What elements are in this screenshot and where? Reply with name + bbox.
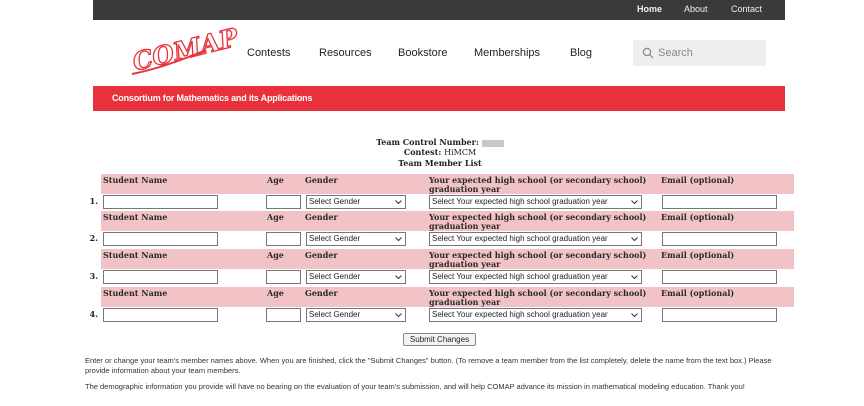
redacted-number — [482, 140, 504, 147]
age-input[interactable] — [266, 308, 301, 322]
grad-select-value: Select Your expected high school graduation year — [432, 234, 608, 243]
col-age: Age — [267, 175, 284, 185]
gender-select[interactable] — [306, 195, 406, 209]
submit-changes-button[interactable]: Submit Changes — [403, 333, 476, 346]
col-email: Email (optional) — [661, 250, 735, 260]
search-icon — [642, 47, 654, 59]
email-input[interactable] — [662, 232, 777, 246]
col-student-name: Student Name — [103, 212, 168, 222]
age-input[interactable] — [266, 270, 301, 284]
top-nav-contact[interactable]: Contact — [731, 4, 763, 14]
chevron-down-icon — [395, 312, 402, 318]
nav-resources[interactable]: Resources — [319, 47, 372, 59]
instructions-text: Enter or change your team's member names above. When you are finished, click the "Submit Changes" button. (To remove a team member from the list completely, delete the name from the text box.) Please provide information about your team members. — [85, 356, 772, 375]
disclaimer-text: The demographic information you provide will have no bearing on the evaluation of your team's submission, and will help COMAP advance its mission in mathematical modeling education. Thank you! — [85, 382, 745, 391]
row-number: 1. — [89, 196, 98, 206]
member-row-3 — [80, 249, 794, 287]
col-gender: Gender — [305, 250, 338, 260]
top-nav-about[interactable]: About — [684, 4, 708, 14]
email-input[interactable] — [662, 308, 777, 322]
member-row-2 — [80, 211, 794, 249]
col-email: Email (optional) — [661, 175, 735, 185]
student-name-input[interactable] — [103, 270, 218, 284]
row-number: 2. — [89, 233, 98, 243]
email-input[interactable] — [662, 270, 777, 284]
gender-select[interactable] — [306, 232, 406, 246]
graduation-year-select[interactable] — [429, 270, 642, 284]
graduation-year-select[interactable] — [429, 195, 642, 209]
org-banner — [93, 86, 785, 111]
col-gender: Gender — [305, 288, 338, 298]
chevron-down-icon — [631, 312, 638, 318]
row-number: 3. — [89, 271, 98, 281]
col-gender: Gender — [305, 175, 338, 185]
member-row-4 — [80, 287, 794, 325]
gender-select-value: Select Gender — [309, 234, 361, 243]
gender-select[interactable] — [306, 270, 406, 284]
chevron-down-icon — [631, 274, 638, 280]
gender-select-value: Select Gender — [309, 197, 361, 206]
chevron-down-icon — [395, 199, 402, 205]
age-input[interactable] — [266, 232, 301, 246]
col-age: Age — [267, 250, 284, 260]
chevron-down-icon — [395, 274, 402, 280]
nav-blog[interactable]: Blog — [570, 47, 593, 59]
col-gender: Gender — [305, 212, 338, 222]
chevron-down-icon — [631, 199, 638, 205]
col-graduation-year: Your expected high school (or secondary school) graduation year — [429, 175, 647, 194]
chevron-down-icon — [631, 236, 638, 242]
gender-select-value: Select Gender — [309, 310, 361, 319]
col-student-name: Student Name — [103, 288, 168, 298]
banner-text: Consortium for Mathematics and its Applications — [112, 93, 313, 103]
nav-contests[interactable]: Contests — [247, 47, 291, 59]
search-input[interactable] — [658, 45, 758, 61]
gender-select-value: Select Gender — [309, 272, 361, 281]
graduation-year-select[interactable] — [429, 232, 642, 246]
team-list-title: Team Member List — [398, 158, 482, 168]
logo-text: COMAP — [129, 22, 242, 77]
student-name-input[interactable] — [103, 308, 218, 322]
graduation-year-select[interactable] — [429, 308, 642, 322]
age-input[interactable] — [266, 195, 301, 209]
nav-memberships[interactable]: Memberships — [474, 47, 541, 59]
top-nav-home[interactable]: Home — [637, 4, 663, 14]
col-graduation-year: Your expected high school (or secondary school) graduation year — [429, 250, 647, 269]
col-age: Age — [267, 288, 284, 298]
top-bar — [93, 0, 785, 20]
nav-bookstore[interactable]: Bookstore — [398, 47, 448, 59]
col-email: Email (optional) — [661, 288, 735, 298]
member-header — [101, 174, 794, 194]
col-email: Email (optional) — [661, 212, 735, 222]
comap-logo[interactable] — [128, 22, 242, 78]
grad-select-value: Select Your expected high school graduation year — [432, 197, 608, 206]
col-age: Age — [267, 212, 284, 222]
search-box[interactable] — [633, 40, 766, 66]
member-header — [101, 211, 794, 231]
student-name-input[interactable] — [103, 232, 218, 246]
team-info — [330, 137, 550, 168]
col-student-name: Student Name — [103, 250, 168, 260]
team-contest: Contest: HiMCM — [403, 147, 477, 157]
team-control-number: Team Control Number: — [330, 137, 550, 147]
col-student-name: Student Name — [103, 175, 168, 185]
gender-select[interactable] — [306, 308, 406, 322]
col-graduation-year: Your expected high school (or secondary school) graduation year — [429, 212, 647, 231]
col-graduation-year: Your expected high school (or secondary school) graduation year — [429, 288, 647, 307]
email-input[interactable] — [662, 195, 777, 209]
chevron-down-icon — [395, 236, 402, 242]
grad-select-value: Select Your expected high school graduation year — [432, 272, 608, 281]
member-header — [101, 249, 794, 269]
grad-select-value: Select Your expected high school graduation year — [432, 310, 608, 319]
member-row-1 — [80, 174, 794, 212]
member-header — [101, 287, 794, 307]
row-number: 4. — [89, 309, 98, 319]
student-name-input[interactable] — [103, 195, 218, 209]
